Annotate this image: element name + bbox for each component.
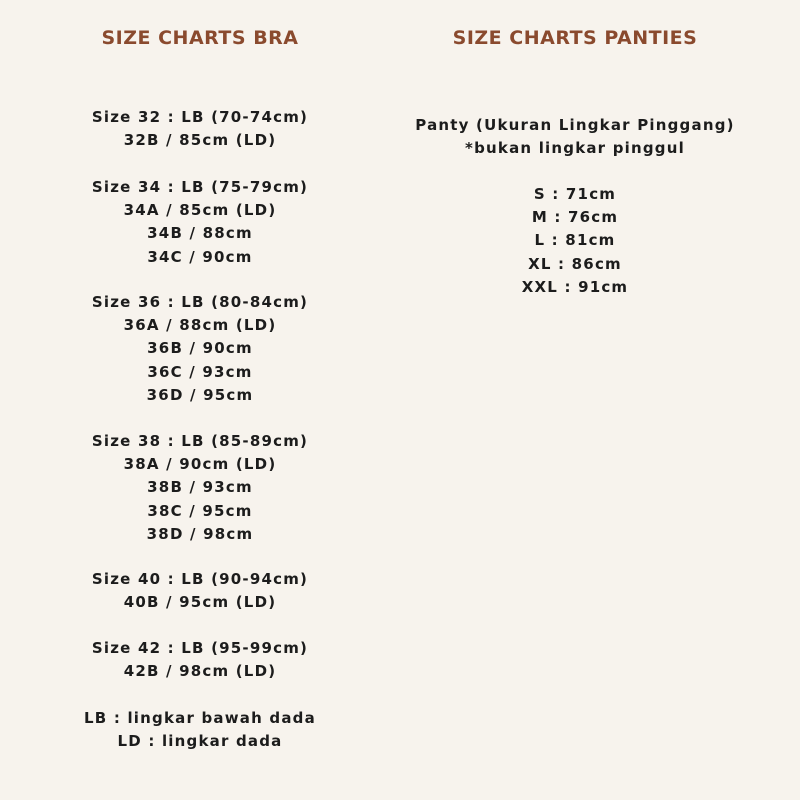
size-36-group	[40, 291, 360, 407]
size-36a-cup: 36A / 88cm (LD)	[123, 316, 277, 335]
bra-legend	[40, 707, 360, 753]
size-40-band: Size 40 : LB (90-94cm)	[91, 570, 309, 588]
size-36b-cup: 36B / 90cm	[147, 339, 253, 358]
size-38d-cup: 38D / 98cm	[146, 524, 254, 543]
panty-size-xl: XL : 86cm	[528, 254, 622, 273]
panty-sizes	[410, 183, 740, 299]
size-32-band: Size 32 : LB (70-74cm)	[91, 108, 309, 126]
size-36-band: Size 36 : LB (80-84cm)	[91, 293, 309, 311]
panty-size-l: L : 81cm	[534, 231, 616, 250]
size-38c-cup: 38C / 95cm	[147, 501, 253, 520]
size-38a-cup: 38A / 90cm (LD)	[123, 455, 277, 474]
size-32b-cup: 32B / 85cm (LD)	[123, 131, 277, 150]
legend-lb: LB : lingkar bawah dada	[84, 709, 316, 727]
size-34b-cup: 34B / 88cm	[147, 224, 253, 243]
panty-size-xxl: XXL : 91cm	[521, 277, 629, 296]
panty-size-m: M : 76cm	[531, 208, 619, 227]
size-38b-cup: 38B / 93cm	[147, 478, 253, 497]
size-34-band: Size 34 : LB (75-79cm)	[91, 178, 309, 196]
panty-measure-note: Panty (Ukuran Lingkar Pinggang)	[415, 116, 735, 134]
size-34-group	[40, 176, 360, 269]
size-38-group	[40, 430, 360, 546]
size-40b-cup: 40B / 95cm (LD)	[123, 593, 277, 612]
size-42b-cup: 42B / 98cm (LD)	[123, 662, 277, 681]
size-42-group	[40, 637, 360, 683]
size-36c-cup: 36C / 93cm	[147, 362, 253, 381]
size-36d-cup: 36D / 95cm	[146, 385, 254, 404]
size-34c-cup: 34C / 90cm	[147, 247, 253, 266]
panties-chart-title: SIZE CHARTS PANTIES	[452, 27, 698, 49]
size-34a-cup: 34A / 85cm (LD)	[123, 201, 277, 220]
panty-size-s: S : 71cm	[533, 185, 617, 203]
size-32-group	[40, 106, 360, 152]
size-40-group	[40, 568, 360, 614]
size-42-band: Size 42 : LB (95-99cm)	[91, 639, 309, 657]
bra-chart-title: SIZE CHARTS BRA	[101, 27, 299, 49]
panty-hip-note: *bukan lingkar pinggul	[465, 139, 685, 158]
size-38-band: Size 38 : LB (85-89cm)	[91, 432, 309, 450]
panty-note	[410, 114, 740, 160]
legend-ld: LD : lingkar dada	[117, 732, 283, 751]
